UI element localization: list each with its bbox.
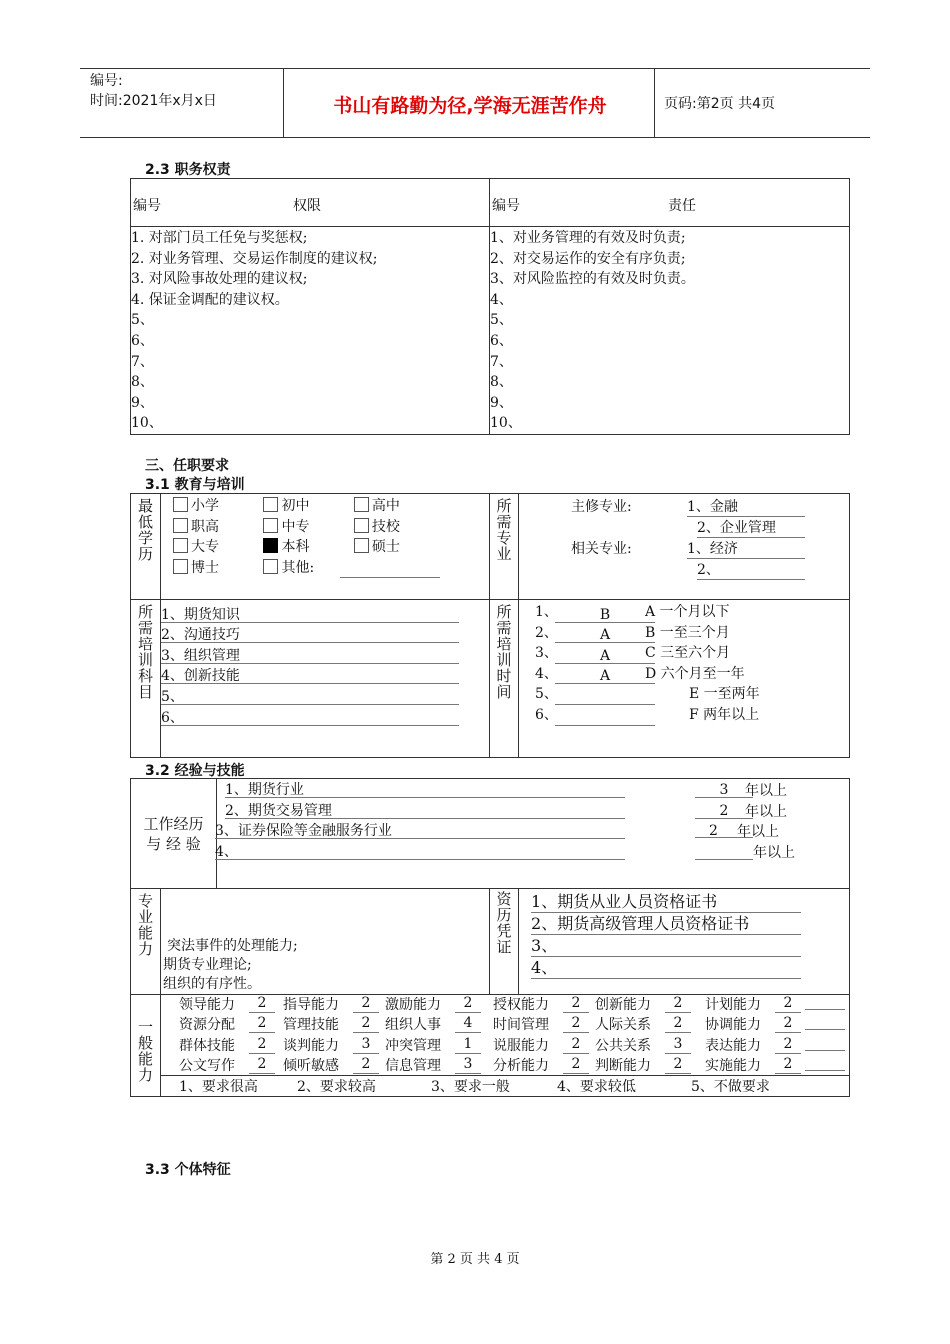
section-title-duties: 2.3 职务权责 bbox=[145, 162, 231, 178]
ability-name: 谈判能力 bbox=[283, 1037, 339, 1054]
edu-row bbox=[173, 496, 488, 517]
ability-name: 公文写作 bbox=[179, 1058, 235, 1075]
training-item: 4、创新技能 bbox=[161, 667, 459, 684]
experience-years: 3 bbox=[695, 781, 753, 798]
ability-level: 4 bbox=[455, 1015, 481, 1033]
training-time-label: 所需培训时间 bbox=[490, 600, 519, 758]
cert-item: 2、期货高级管理人员资格证书 bbox=[531, 914, 801, 935]
time-row: 6、 F 两年以上 bbox=[519, 705, 849, 726]
responsibility-item: 1、对业务管理的有效及时负责; bbox=[490, 230, 686, 246]
responsibility-no-header: 编号 bbox=[492, 198, 520, 214]
pro-ability-list bbox=[161, 889, 490, 995]
ability-name: 表达能力 bbox=[705, 1037, 761, 1054]
ability-level: 3 bbox=[455, 1056, 481, 1074]
edu-option-doctor[interactable]: 博士 bbox=[173, 558, 259, 579]
duties-table bbox=[130, 178, 850, 435]
scale-item: 1、要求很高 bbox=[179, 1079, 258, 1095]
edu-option-other[interactable]: 其他: bbox=[263, 558, 335, 579]
time-code: A bbox=[555, 667, 655, 684]
time-code bbox=[555, 709, 655, 726]
ability-row bbox=[179, 995, 849, 1015]
responsibility-item: 9、 bbox=[490, 394, 513, 411]
page-footer: 第 2 页 共 4 页 bbox=[430, 1252, 520, 1267]
ability-level: 2 bbox=[665, 1056, 691, 1074]
responsibility-header: 责任 bbox=[668, 198, 696, 214]
ability-name: 时间管理 bbox=[493, 1017, 549, 1034]
authority-item: 6、 bbox=[131, 332, 154, 349]
pro-ability-item: 组织的有序性。 bbox=[163, 976, 261, 992]
authority-item: 8、 bbox=[131, 374, 154, 391]
authority-item: 7、 bbox=[131, 353, 154, 370]
ability-name: 领导能力 bbox=[179, 997, 235, 1013]
edu-option-secondary[interactable]: 中专 bbox=[263, 517, 349, 538]
checkbox-icon bbox=[173, 518, 188, 533]
header-divider bbox=[654, 69, 655, 137]
experience-table bbox=[130, 778, 850, 1097]
doc-number-label: 编号: bbox=[90, 73, 123, 89]
training-label: 所需培训科目 bbox=[131, 600, 161, 758]
ability-name: 说服能力 bbox=[493, 1037, 549, 1054]
authority-item: 5、 bbox=[131, 312, 154, 329]
pro-ability-item: 突法事件的处理能力; bbox=[167, 938, 298, 954]
doc-date-label: 时间:2021年x月x日 bbox=[90, 93, 217, 109]
edu-option-senior[interactable]: 高中 bbox=[354, 496, 440, 517]
ability-name: 指导能力 bbox=[283, 997, 339, 1013]
cert-label: 资历凭证 bbox=[490, 889, 519, 995]
section-title-requirements: 三、任职要求 bbox=[145, 458, 229, 474]
ability-name: 人际关系 bbox=[595, 1017, 651, 1034]
time-legend: F 两年以上 bbox=[689, 706, 760, 723]
authority-item: 2. 对业务管理、交易运作制度的建议权; bbox=[131, 250, 378, 267]
ability-row bbox=[179, 1056, 849, 1076]
ability-name: 信息管理 bbox=[385, 1058, 441, 1075]
edu-option-technical[interactable]: 技校 bbox=[354, 517, 440, 538]
experience-item: 3、证券保险等金融服务行业 2 年以上 bbox=[215, 823, 780, 841]
authority-item: 1. 对部门员工任免与奖惩权; bbox=[131, 230, 308, 246]
ability-name: 群体技能 bbox=[179, 1037, 235, 1054]
ability-name: 组织人事 bbox=[385, 1017, 441, 1034]
pro-ability-label: 专业能力 bbox=[131, 889, 161, 995]
edu-option-primary[interactable]: 小学 bbox=[173, 496, 259, 517]
ability-level: 2 bbox=[353, 1056, 379, 1074]
major-main-1: 1、金融 bbox=[687, 496, 805, 517]
training-item: 2、沟通技巧 bbox=[161, 626, 459, 643]
header-divider bbox=[283, 69, 284, 137]
responsibility-item: 5、 bbox=[490, 312, 513, 329]
time-row: 4、 A D 六个月至一年 bbox=[535, 665, 745, 685]
work-experience-label: 工作经历 与 经 验 bbox=[131, 779, 217, 889]
edu-option-vocational[interactable]: 职高 bbox=[173, 517, 259, 538]
checkbox-icon bbox=[263, 518, 278, 533]
training-time-list bbox=[519, 600, 850, 758]
ability-level: 2 bbox=[249, 1056, 275, 1074]
ability-name: 协调能力 bbox=[705, 1017, 761, 1034]
section-title-experience: 3.2 经验与技能 bbox=[145, 763, 245, 779]
responsibility-item: 4、 bbox=[490, 291, 513, 308]
work-experience-list bbox=[217, 779, 850, 889]
experience-item: 1、期货行业 3 年以上 bbox=[225, 782, 788, 799]
time-legend: B 一至三个月 bbox=[645, 624, 730, 641]
time-code: A bbox=[555, 626, 655, 643]
scale-item: 3、要求一般 bbox=[431, 1079, 510, 1095]
edu-option-junior[interactable]: 初中 bbox=[263, 496, 349, 517]
header-page-number: 页码:第2页 共4页 bbox=[664, 96, 775, 112]
ability-level: 2 bbox=[563, 995, 589, 1013]
ability-name: 冲突管理 bbox=[385, 1037, 441, 1054]
authority-item: 10、 bbox=[131, 415, 163, 432]
checkbox-icon bbox=[173, 559, 188, 574]
ability-level: 2 bbox=[665, 1015, 691, 1033]
ability-level: 2 bbox=[249, 995, 275, 1013]
general-ability-label: 一般能力 bbox=[131, 995, 161, 1097]
checkbox-checked-icon bbox=[263, 538, 278, 553]
responsibility-item: 8、 bbox=[490, 374, 513, 391]
training-item: 3、组织管理 bbox=[161, 647, 459, 664]
checkbox-icon bbox=[263, 497, 278, 512]
authority-no-header: 编号 bbox=[133, 198, 161, 214]
ability-row bbox=[179, 1015, 849, 1035]
checkbox-icon bbox=[354, 497, 369, 512]
training-item: 6、 bbox=[161, 709, 459, 726]
edu-row bbox=[173, 558, 488, 579]
duties-head-responsibility bbox=[490, 179, 850, 227]
edu-other-field[interactable] bbox=[340, 561, 440, 578]
edu-option-master[interactable]: 硕士 bbox=[354, 537, 440, 558]
education-options bbox=[161, 494, 490, 600]
time-row: 2、 A B 一至三个月 bbox=[535, 624, 730, 644]
ability-level: 2 bbox=[775, 1036, 801, 1054]
edu-row bbox=[173, 537, 488, 558]
header-meta bbox=[90, 71, 285, 111]
page-header bbox=[80, 68, 870, 138]
ability-level: 1 bbox=[455, 1036, 481, 1054]
time-row: 5、 E 一至两年 bbox=[519, 684, 849, 705]
ability-level: 2 bbox=[665, 995, 691, 1013]
experience-years bbox=[695, 843, 753, 860]
major-related-1: 1、经济 bbox=[687, 538, 805, 559]
ability-blank-line bbox=[805, 1009, 845, 1010]
scale-item: 5、不做要求 bbox=[691, 1079, 770, 1095]
ability-name: 资源分配 bbox=[179, 1017, 235, 1034]
ability-level: 2 bbox=[775, 995, 801, 1013]
time-legend: C 三至六个月 bbox=[645, 645, 731, 662]
cert-list bbox=[519, 889, 850, 995]
major-related-label: 相关专业: bbox=[571, 541, 632, 557]
ability-level: 2 bbox=[775, 1056, 801, 1074]
experience-item: 2、期货交易管理 2 年以上 bbox=[225, 802, 788, 820]
responsibility-item: 3、对风险监控的有效及时负责。 bbox=[490, 271, 695, 288]
time-code: A bbox=[555, 647, 655, 664]
authority-list bbox=[131, 227, 490, 435]
ability-name: 管理技能 bbox=[283, 1017, 339, 1034]
time-row: 3、 A C 三至六个月 bbox=[535, 645, 731, 664]
major-label: 所需专业 bbox=[490, 494, 519, 600]
time-legend: E 一至两年 bbox=[689, 686, 760, 703]
general-ability-grid bbox=[161, 995, 850, 1097]
ability-level: 3 bbox=[353, 1036, 379, 1054]
training-item: 5、 bbox=[161, 688, 459, 705]
ability-blank-line bbox=[805, 1070, 845, 1071]
ability-level: 2 bbox=[563, 1015, 589, 1033]
ability-level: 2 bbox=[353, 1015, 379, 1033]
ability-name: 创新能力 bbox=[595, 997, 651, 1013]
ability-name: 计划能力 bbox=[705, 997, 761, 1013]
edu-row bbox=[173, 517, 488, 538]
min-education-label: 最低学历 bbox=[131, 494, 161, 600]
responsibility-item: 7、 bbox=[490, 353, 513, 370]
ability-blank-line bbox=[805, 1050, 845, 1051]
time-legend: D 六个月至一年 bbox=[645, 665, 745, 682]
responsibility-list bbox=[490, 227, 850, 435]
checkbox-icon bbox=[173, 497, 188, 512]
ability-name: 分析能力 bbox=[493, 1058, 549, 1075]
ability-level: 2 bbox=[563, 1056, 589, 1074]
edu-option-college[interactable]: 大专 bbox=[173, 537, 259, 558]
ability-level: 2 bbox=[563, 1036, 589, 1054]
authority-item: 4. 保证金调配的建议权。 bbox=[131, 291, 289, 308]
ability-level: 2 bbox=[353, 995, 379, 1013]
ability-level: 2 bbox=[249, 1015, 275, 1033]
responsibility-item: 6、 bbox=[490, 332, 513, 349]
ability-name: 判断能力 bbox=[595, 1058, 651, 1075]
cert-item: 1、期货从业人员资格证书 bbox=[531, 892, 801, 913]
experience-years: 2 bbox=[695, 802, 753, 819]
ability-row bbox=[179, 1036, 849, 1056]
ability-name: 倾听敏感 bbox=[283, 1058, 339, 1075]
major-main-2: 2、企业管理 bbox=[697, 517, 805, 538]
training-list bbox=[161, 600, 490, 758]
cert-item: 4、 bbox=[531, 958, 801, 979]
time-legend: A 一个月以下 bbox=[645, 604, 730, 620]
edu-option-bachelor[interactable]: 本科 bbox=[263, 537, 349, 558]
ability-name: 激励能力 bbox=[385, 997, 441, 1013]
checkbox-icon bbox=[354, 518, 369, 533]
header-motto: 书山有路勤为径,学海无涯苦作舟 bbox=[333, 95, 607, 117]
section-title-traits: 3.3 个体特征 bbox=[145, 1162, 231, 1178]
time-code: B bbox=[555, 606, 655, 623]
experience-years: 2 bbox=[695, 822, 753, 838]
time-code bbox=[555, 688, 655, 705]
training-item: 1、期货知识 bbox=[161, 606, 459, 623]
responsibility-item: 2、对交易运作的安全有序负责; bbox=[490, 250, 686, 267]
major-main-label: 主修专业: bbox=[571, 499, 632, 515]
authority-item: 3. 对风险事故处理的建议权; bbox=[131, 271, 308, 288]
ability-level: 2 bbox=[249, 1036, 275, 1054]
education-table bbox=[130, 493, 850, 758]
checkbox-icon bbox=[173, 538, 188, 553]
major-cell bbox=[519, 494, 850, 600]
ability-level: 3 bbox=[665, 1036, 691, 1054]
time-row: 1、 B A 一个月以下 bbox=[535, 604, 730, 623]
cert-item: 3、 bbox=[531, 936, 801, 957]
authority-item: 9、 bbox=[131, 394, 154, 411]
ability-level: 2 bbox=[775, 1015, 801, 1033]
scale-divider bbox=[161, 1075, 849, 1076]
duties-head-authority bbox=[131, 179, 490, 227]
checkbox-icon bbox=[263, 559, 278, 574]
checkbox-icon bbox=[354, 538, 369, 553]
authority-header: 权限 bbox=[293, 198, 321, 214]
ability-blank-line bbox=[805, 1029, 845, 1030]
ability-name: 授权能力 bbox=[493, 997, 549, 1013]
pro-ability-item: 期货专业理论; bbox=[163, 957, 252, 973]
scale-item: 2、要求较高 bbox=[297, 1079, 376, 1095]
ability-name: 实施能力 bbox=[705, 1058, 761, 1075]
ability-name: 公共关系 bbox=[595, 1037, 651, 1054]
responsibility-item: 10、 bbox=[490, 415, 522, 432]
experience-item: 4、 年以上 bbox=[215, 843, 796, 861]
section-title-education: 3.1 教育与培训 bbox=[145, 477, 245, 493]
scale-item: 4、要求较低 bbox=[557, 1079, 636, 1095]
ability-level: 2 bbox=[455, 995, 481, 1013]
major-related-2: 2、 bbox=[697, 559, 805, 580]
